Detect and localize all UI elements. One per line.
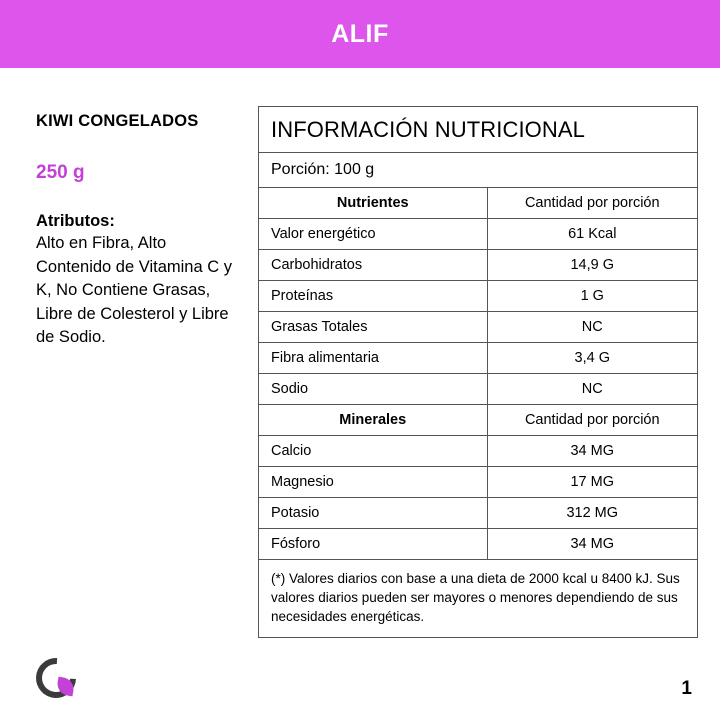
attributes-text: Alto en Fibra, Alto Contenido de Vitamina C y K, No Contiene Grasas, Libre de Colesterol y Libre de Sodio.	[36, 234, 232, 346]
nutrient-value: 61 Kcal	[487, 219, 697, 250]
nutrition-portion: Porción: 100 g	[259, 153, 697, 188]
nutrient-name: Grasas Totales	[259, 312, 487, 343]
column-header-nutrients: Nutrientes	[259, 188, 487, 219]
nutrient-value: 14,9 G	[487, 250, 697, 281]
header-title: ALIF	[331, 19, 389, 48]
nutrient-value: NC	[487, 374, 697, 405]
minerals-section-label: Minerales	[259, 405, 487, 436]
mineral-name: Potasio	[259, 498, 487, 529]
product-name: KIWI CONGELADOS	[36, 112, 199, 130]
table-row	[259, 343, 697, 374]
minerals-header-row	[259, 405, 697, 436]
nutrition-footnote: (*) Valores diarios con base a una dieta de 2000 kcal u 8400 kJ. Sus valores diarios pueden ser mayores o menores dependiendo de sus necesidades energéticas.	[259, 559, 697, 637]
logo-circle-icon	[28, 650, 84, 706]
mineral-name: Fósforo	[271, 536, 321, 552]
column-header-amount: Cantidad por porción	[487, 188, 697, 219]
page-number: 1	[681, 678, 692, 699]
nutrition-table	[259, 188, 697, 559]
page-header	[0, 0, 720, 68]
table-row	[259, 467, 697, 498]
nutrient-name: Valor energético	[259, 219, 487, 250]
mineral-name: Calcio	[259, 436, 487, 467]
nutrition-title: INFORMACIÓN NUTRICIONAL	[259, 107, 697, 153]
company-logo	[36, 658, 80, 702]
attributes-label: Atributos:	[36, 212, 115, 231]
nutrient-name: Carbohidratos	[259, 250, 487, 281]
product-info-column	[36, 108, 236, 638]
nutrient-name: Sodio	[259, 374, 487, 405]
table-row	[259, 498, 697, 529]
mineral-value: 312 MG	[487, 498, 697, 529]
table-row	[259, 374, 697, 405]
page-footer	[0, 640, 720, 720]
table-row	[259, 312, 697, 343]
mineral-value: 34 MG	[487, 529, 697, 560]
table-row	[259, 250, 697, 281]
table-row	[259, 219, 697, 250]
table-row	[259, 281, 697, 312]
minerals-amount-label: Cantidad por porción	[487, 405, 697, 436]
nutrient-value: 3,4 G	[487, 343, 697, 374]
product-weight: 250 g	[36, 162, 85, 184]
nutrient-name: Proteínas	[259, 281, 487, 312]
table-row	[259, 436, 697, 467]
table-row	[259, 529, 697, 560]
table-header-row	[259, 188, 697, 219]
page-content	[0, 68, 720, 638]
nutrient-value: NC	[487, 312, 697, 343]
mineral-value: 17 MG	[487, 467, 697, 498]
nutrient-name: Fibra alimentaria	[259, 343, 487, 374]
mineral-value: 34 MG	[487, 436, 697, 467]
nutrient-value: 1 G	[487, 281, 697, 312]
nutrition-facts-panel	[258, 106, 698, 638]
mineral-name: Magnesio	[259, 467, 487, 498]
